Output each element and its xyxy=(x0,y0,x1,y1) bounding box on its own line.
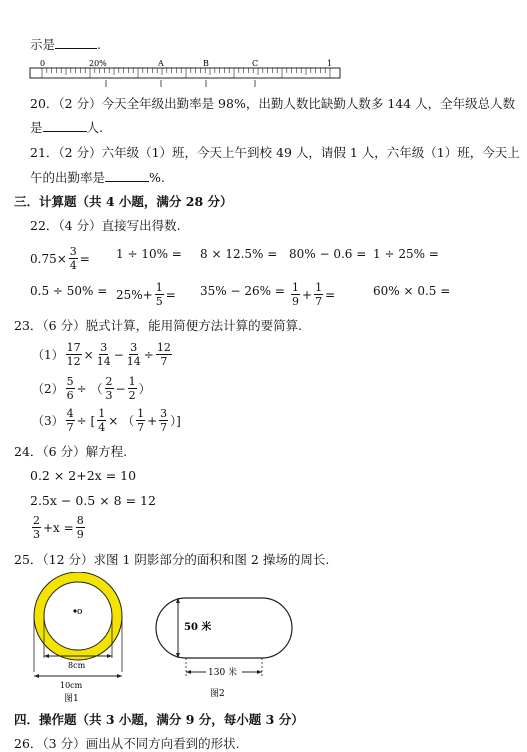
percent-ruler xyxy=(28,56,344,90)
ruler-label-a: A xyxy=(158,59,164,68)
inner-diameter-label: 8cm xyxy=(68,661,86,670)
q22-item-r2b: 25%+ $\frac{1}{5}$ = xyxy=(116,281,176,308)
question-22-title: 22．（4 分）直接写出得数. xyxy=(30,218,181,233)
ruler-arrows xyxy=(106,80,255,87)
center-label: o xyxy=(77,607,83,617)
q22-item-r1d: 80% − 0.6 = xyxy=(289,247,367,261)
figure-2-caption: 图2 xyxy=(210,689,225,699)
ruler-label-0: 0 xyxy=(40,59,46,68)
ruler-label-20: 20% xyxy=(89,59,107,68)
fraction: $\frac{1}{5}$ xyxy=(155,281,163,308)
q22-item-r2e: 60% × 0.5 = xyxy=(373,284,451,298)
answer-blank xyxy=(55,36,97,49)
question-19-tail: 示是 . xyxy=(30,37,101,52)
question-20-line2: 是 人. xyxy=(30,120,103,135)
section-3-title: 三．计算题（共 4 小题，满分 28 分） xyxy=(14,194,233,209)
q23-part-3: （3） $\frac{4}{7}$ ÷ [ $\frac{1}{4}$ × （ $\frac{1}{7}$ + $\frac{3}{7}$ ）] xyxy=(32,407,181,434)
fraction: $\frac{1}{9}$ xyxy=(292,281,299,308)
q22-item-r1b: 1 ÷ 10% = xyxy=(116,247,182,261)
ruler-label-1: 1 xyxy=(327,59,333,68)
track-width-label: 50 米 xyxy=(184,622,212,633)
ruler-label-c: C xyxy=(252,59,259,68)
figure-2-track xyxy=(150,592,300,704)
q22-item-r2c: 35% − 26% = xyxy=(200,284,285,298)
fraction: $\frac{1}{7}$ xyxy=(315,281,323,308)
ruler-label-b: B xyxy=(203,59,209,68)
question-26: 26．（3 分）画出从不同方向看到的形状. xyxy=(14,736,240,751)
q22-item-r1a: 0.75× $\frac{3}{4}$ = xyxy=(30,245,90,272)
answer-blank xyxy=(105,169,149,182)
question-20: 20．（2 分）今天全年级出勤率是 98%，出勤人数比缺勤人数多 144 人，全年级总人数 xyxy=(30,96,516,111)
q23-part-1: （1） $\frac{17}{12}$ × $\frac{3}{14}$ − $\frac{3}{14}$ ÷ $\frac{12}{7}$ xyxy=(32,341,171,368)
question-25-title: 25．（12 分）求图 1 阴影部分的面积和图 2 操场的周长. xyxy=(14,552,330,567)
q22-item-r1c: 8 × 12.5% = xyxy=(200,247,278,261)
outer-diameter-label: 10cm xyxy=(60,681,83,690)
question-21: 21．（2 分）六年级（1）班，今天上午到校 49 人，请假 1 人，六年级（1）班，今天上 xyxy=(30,145,520,160)
q23-part-2: （2） $\frac{5}{6}$ ÷ （ $\frac{2}{3}$ − $\frac{1}{2}$ ） xyxy=(32,375,151,402)
figure-1-annulus xyxy=(30,572,140,704)
question-23-title: 23．（6 分）脱式计算，能用简便方法计算的要简算. xyxy=(14,318,303,333)
fraction: $\frac{3}{4}$ xyxy=(69,245,77,272)
section-4-title: 四．操作题（共 3 小题，满分 9 分，每小题 3 分） xyxy=(14,712,304,727)
track-length-label: 130 米 xyxy=(208,668,238,678)
q22-item-r2d: $\frac{1}{9}$ + $\frac{1}{7}$ = xyxy=(292,281,336,308)
equation-3: $\frac{2}{3}$ +x = $\frac{8}{9}$ xyxy=(33,514,84,541)
question-21-line2: 午的出勤率是 %. xyxy=(30,170,165,185)
answer-blank xyxy=(43,119,87,132)
q22-item-r1e: 1 ÷ 25% = xyxy=(373,247,439,261)
question-24-title: 24．（6 分）解方程. xyxy=(14,444,128,459)
equation-1: 0.2 × 2+2x = 10 xyxy=(30,468,137,483)
q22-item-r2a: 0.5 ÷ 50% = xyxy=(30,284,108,298)
equation-2: 2.5x − 0.5 × 8 = 12 xyxy=(30,493,156,508)
figure-1-caption: 图1 xyxy=(64,694,79,704)
